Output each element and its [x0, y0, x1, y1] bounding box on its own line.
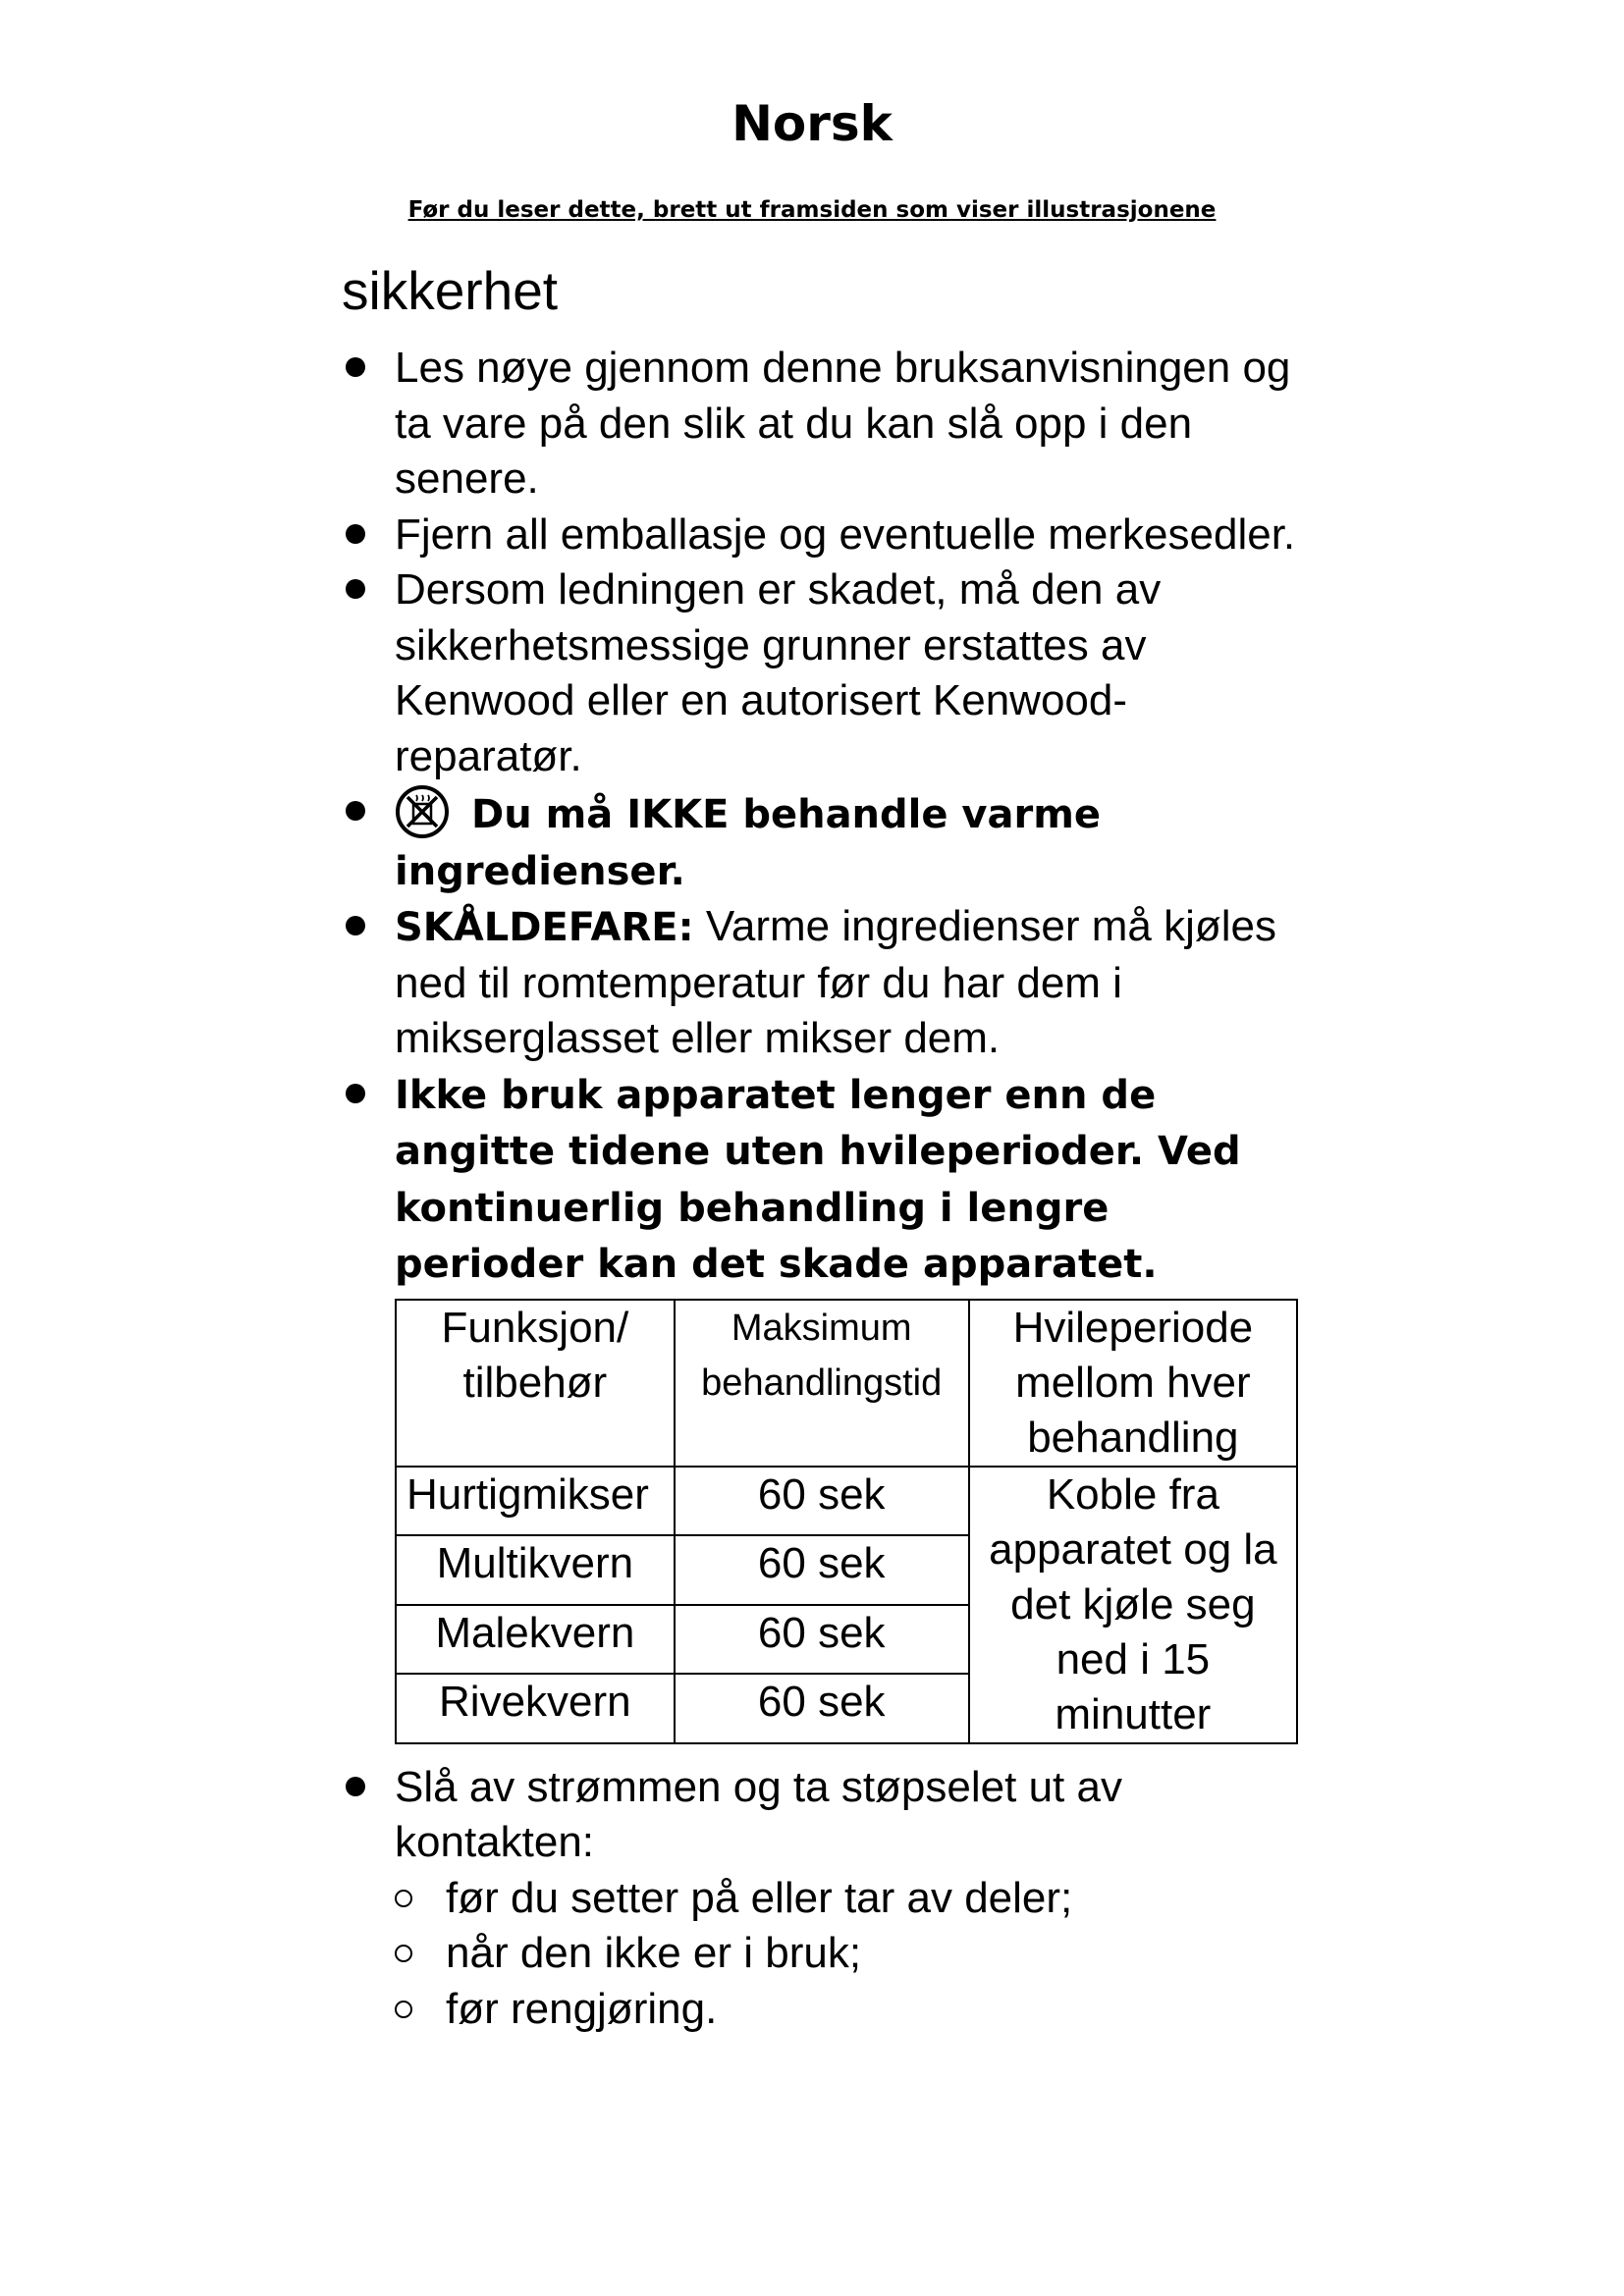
cell-time: 60 sek	[675, 1674, 969, 1743]
circle-bullet-icon	[395, 1890, 412, 1907]
bullet-icon	[346, 801, 365, 821]
fold-out-instruction: Før du leser dette, brett ut framsiden som viser illustrasjonene	[407, 197, 1217, 223]
list-item: Dersom ledningen er skadet, må den av sikkerhetsmessige grunner erstattes av Kenwood eller en autorisert Kenwood-reparatør.	[342, 562, 1304, 784]
sub-list	[395, 1871, 1304, 2038]
list-item: SKÅLDEFARE: Varme ingredienser må kjøles ned til romtemperatur før du har dem i mikserglasset eller mikser dem.	[342, 899, 1304, 1067]
cell-rest: Koble fra apparatet og la det kjøle seg ned i 15 minutter	[969, 1467, 1297, 1743]
cell-function: Malekvern	[396, 1605, 675, 1675]
bullet-icon	[346, 524, 365, 544]
cell-time: 60 sek	[675, 1467, 969, 1536]
cell-function: Hurtigmikser	[396, 1467, 675, 1536]
circle-bullet-icon	[395, 1945, 412, 1962]
no-hot-ingredients-icon	[395, 784, 450, 839]
list-item: Du må IKKE behandle varme ingredienser.	[342, 784, 1304, 899]
page-title: Norsk	[731, 95, 893, 152]
list-item: Les nøye gjennom denne bruksanvisningen og ta vare på den slik at du kan slå opp i den senere.	[342, 341, 1304, 507]
cell-time: 60 sek	[675, 1605, 969, 1675]
bullet-icon	[346, 357, 365, 377]
section-title: sikkerhet	[342, 260, 559, 321]
table-header-row	[396, 1300, 1297, 1467]
sub-list-item: når den ikke er i bruk;	[395, 1926, 1304, 1982]
processing-time-table	[395, 1299, 1298, 1744]
header-function: Funksjon/ tilbehør	[396, 1300, 675, 1467]
table-row	[396, 1467, 1297, 1536]
circle-bullet-icon	[395, 2001, 412, 2018]
list-item: Ikke bruk apparatet lenger enn de angitte tidene uten hvileperioder. Ved kontinuerlig behandling i lengre perioder kan det skade apparatet. Funksjon/ tilbehør Maksimum behandlingstid Hvileperiode mellom hver behandling Hurtigmikser 60 sek Koble fra apparatet og la det kjøle seg ned i 15 minutter Multikvern 60 sek Malekvern 60 sek Rivekvern 60 sek	[342, 1067, 1304, 1744]
bullet-icon	[346, 1777, 365, 1796]
cell-function: Multikvern	[396, 1535, 675, 1605]
sub-list-item: før du setter på eller tar av deler;	[395, 1871, 1304, 1927]
safety-list	[342, 341, 1304, 2037]
bullet-icon	[346, 1084, 365, 1103]
bullet-icon	[346, 579, 365, 599]
cell-function: Rivekvern	[396, 1674, 675, 1743]
sub-list-item: før rengjøring.	[395, 1982, 1304, 2038]
list-item: Fjern all emballasje og eventuelle merkesedler.	[342, 507, 1304, 563]
header-max-time: Maksimum behandlingstid	[675, 1300, 969, 1467]
list-item: Slå av strømmen og ta støpselet ut av kontakten: før du setter på eller tar av deler; når den ikke er i bruk; før rengjøring.	[342, 1760, 1304, 2038]
bullet-icon	[346, 916, 365, 935]
cell-time: 60 sek	[675, 1535, 969, 1605]
header-rest-period: Hvileperiode mellom hver behandling	[969, 1300, 1297, 1467]
